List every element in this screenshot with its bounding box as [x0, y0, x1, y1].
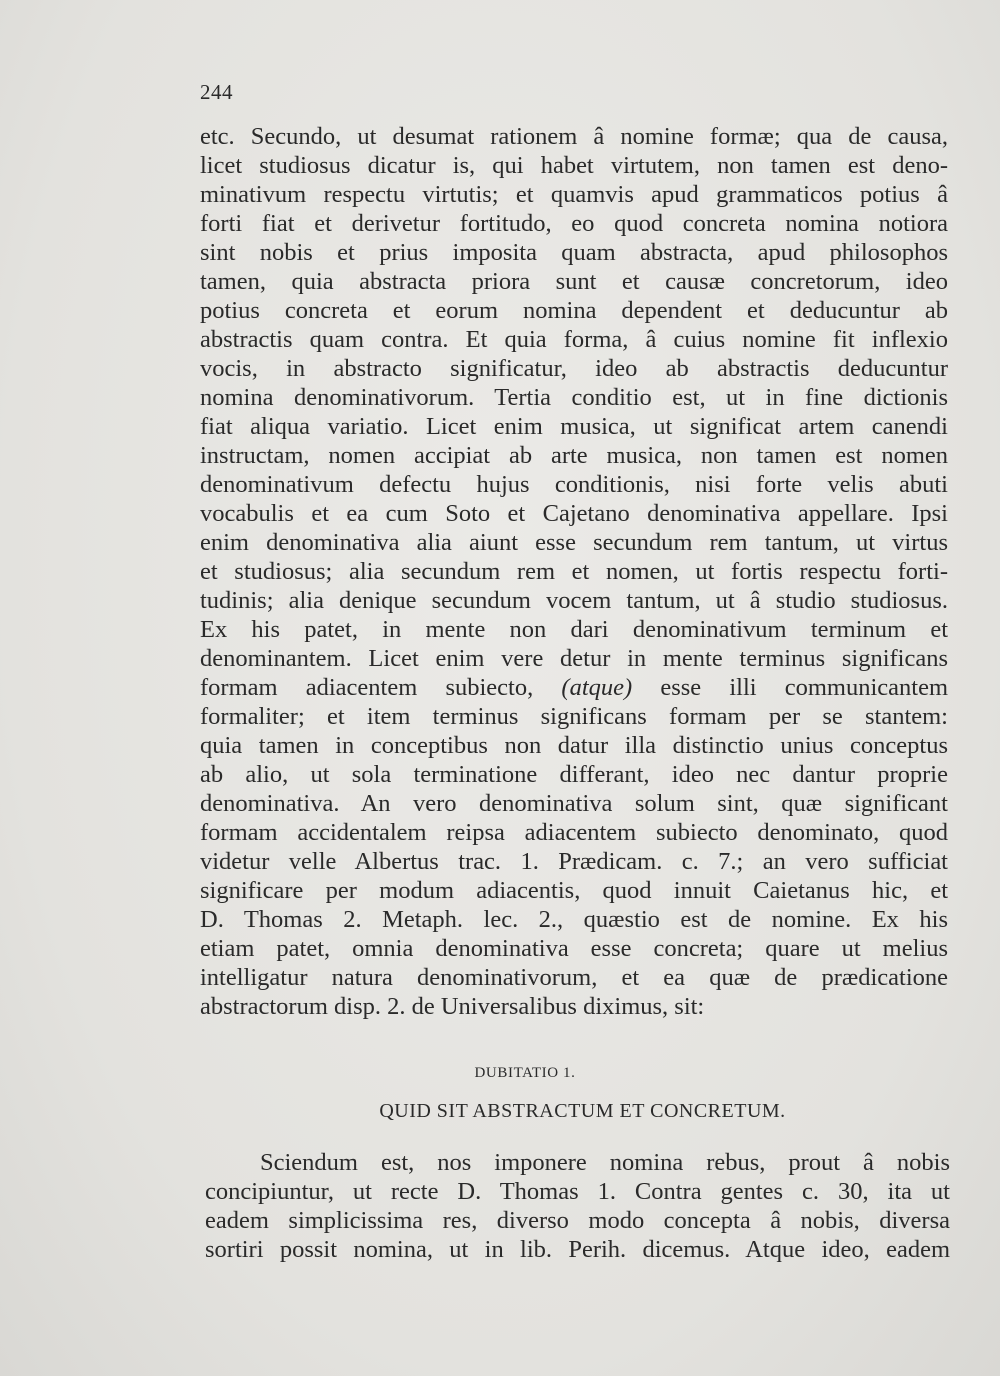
text-line: etc. Secundo, ut desumat rationem â nomine formæ; qua de causa, [200, 123, 948, 150]
text-line: fiat aliqua variatio. Licet enim musica, ut significat artem canendi [200, 413, 948, 440]
text-line: significare per modum adiacentis, quod innuit Caietanus hic, et [200, 877, 948, 904]
subheading-text: DUBITATIO 1. [474, 1065, 576, 1081]
section-subheading [0, 1065, 1000, 1082]
text-line: abstractorum disp. 2. de Universalibus diximus, sit: [200, 993, 705, 1020]
section-heading [0, 1100, 1000, 1123]
text-line: licet studiosus dicatur is, qui habet virtutem, non tamen est deno- [200, 152, 948, 179]
text-line: denominativa. An vero denominativa solum sint, quæ significant [200, 790, 948, 817]
text-line: et studiosus; alia secundum rem et nomen, ut fortis respectu forti- [200, 558, 948, 585]
text-line: etiam patet, omnia denominativa esse concreta; quare ut melius [200, 935, 948, 962]
text-line: instructam, nomen accipiat ab arte musica, non tamen est nomen [200, 442, 948, 469]
italic-word: (atque) [561, 674, 633, 701]
text-line: D. Thomas 2. Metaph. lec. 2., quæstio est de nomine. Ex his [200, 906, 948, 933]
text-line: abstractis quam contra. Et quia forma, â cuius nomine fit inflexio [200, 326, 948, 353]
text-segment: esse illi communicantem [660, 674, 949, 701]
text-line: Sciendum est, nos imponere nomina rebus, prout â nobis [260, 1149, 950, 1176]
text-line: forti fiat et derivetur fortitudo, eo quod concreta nomina notiora [200, 210, 948, 237]
text-segment: formam adiacentem subiecto, [200, 674, 534, 701]
heading-text: QUID SIT ABSTRACTUM ET CONCRETUM. [379, 1100, 786, 1122]
text-line: formam accidentalem reipsa adiacentem subiecto denominato, quod [200, 819, 948, 846]
text-line: ab alio, ut sola terminatione differant, ideo nec dantur proprie [200, 761, 948, 788]
text-line: quia tamen in conceptibus non datur illa distinctio unius conceptus [200, 732, 948, 759]
text-line: videtur velle Albertus trac. 1. Prædicam. c. 7.; an vero sufficiat [200, 848, 948, 875]
text-line-mixed [200, 673, 948, 702]
text-line: formaliter; et item terminus significans formam per se stantem: [200, 703, 948, 730]
paragraph-main [200, 122, 948, 1021]
text-line: vocabulis et ea cum Soto et Cajetano denominativa appellare. Ipsi [200, 500, 948, 527]
text-line: nomina denominativorum. Tertia conditio est, ut in fine dictionis [200, 384, 948, 411]
text-line: enim denominativa alia aiunt esse secundum rem tantum, ut virtus [200, 529, 948, 556]
paragraph-second [205, 1148, 950, 1264]
text-line: denominantem. Licet enim vere detur in mente terminus significans [200, 645, 948, 672]
text-line: Ex his patet, in mente non dari denominativum terminum et [200, 616, 948, 643]
text-line: concipiuntur, ut recte D. Thomas 1. Contra gentes c. 30, ita ut [205, 1178, 950, 1205]
text-line: potius concreta et eorum nomina dependent et deducuntur ab [200, 297, 948, 324]
text-line: minativum respectu virtutis; et quamvis apud grammaticos potius â [200, 181, 948, 208]
text-line: intelligatur natura denominativorum, et ea quæ de prædicatione [200, 964, 948, 991]
text-line: sortiri possit nomina, ut in lib. Perih. dicemus. Atque ideo, eadem [205, 1236, 950, 1263]
text-line: eadem simplicissima res, diverso modo concepta â nobis, diversa [205, 1207, 950, 1234]
text-line: tudinis; alia denique secundum vocem tantum, ut â studio studiosus. [200, 587, 948, 614]
text-line: vocis, in abstracto significatur, ideo ab abstractis deducuntur [200, 355, 948, 382]
page-number: 244 [200, 80, 233, 104]
text-line: denominativum defectu hujus conditionis, nisi forte velis abuti [200, 471, 948, 498]
text-line: tamen, quia abstracta priora sunt et causæ concretorum, ideo [200, 268, 948, 295]
text-line: sint nobis et prius imposita quam abstracta, apud philosophos [200, 239, 948, 266]
